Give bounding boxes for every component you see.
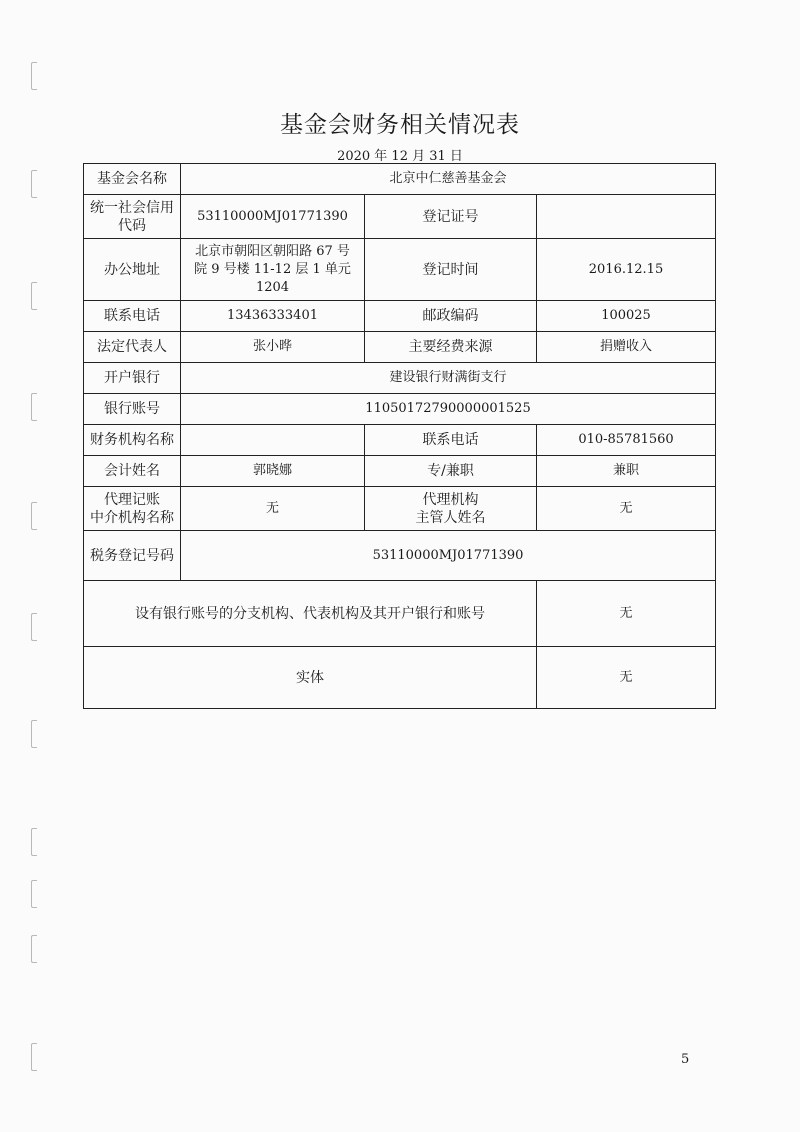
- binder-mark: [31, 393, 37, 421]
- binder-mark: [31, 828, 37, 856]
- page-number: 5: [681, 1052, 690, 1067]
- funding-source-label: 主要经费来源: [365, 332, 537, 363]
- agency-value: 无: [181, 487, 365, 531]
- postal-code-value: 100025: [537, 301, 716, 332]
- branches-label: 设有银行账号的分支机构、代表机构及其开户银行和账号: [84, 581, 537, 647]
- account-label: 银行账号: [84, 394, 181, 425]
- office-address-label: 办公地址: [84, 239, 181, 301]
- phone-label: 联系电话: [84, 301, 181, 332]
- credit-code-label: 统一社会信用 代码: [84, 195, 181, 239]
- table-row: [84, 164, 716, 195]
- employment-label: 专/兼职: [365, 456, 537, 487]
- table-row: [84, 647, 716, 709]
- phone-value: 13436333401: [181, 301, 365, 332]
- registration-cert-label: 登记证号: [365, 195, 537, 239]
- accountant-label: 会计姓名: [84, 456, 181, 487]
- table-row: [84, 363, 716, 394]
- registration-date-value: 2016.12.15: [537, 239, 716, 301]
- funding-source-value: 捐赠收入: [537, 332, 716, 363]
- account-value: 11050172790000001525: [181, 394, 716, 425]
- binder-mark: [31, 170, 37, 198]
- legal-rep-value: 张小晔: [181, 332, 365, 363]
- table-row: [84, 581, 716, 647]
- binder-mark: [31, 880, 37, 908]
- page-title: 基金会财务相关情况表: [280, 112, 520, 138]
- accountant-value: 郭晓娜: [181, 456, 365, 487]
- table-row: [84, 531, 716, 581]
- branches-value: 无: [537, 581, 716, 647]
- entity-value: 无: [537, 647, 716, 709]
- binder-mark: [31, 502, 37, 530]
- table-row: [84, 301, 716, 332]
- tax-reg-label: 税务登记号码: [84, 531, 181, 581]
- binder-mark: [31, 282, 37, 310]
- entity-label: 实体: [84, 647, 537, 709]
- report-date: 2020 年 12 月 31 日: [337, 149, 463, 164]
- legal-rep-label: 法定代表人: [84, 332, 181, 363]
- binder-mark: [31, 720, 37, 748]
- finance-phone-label: 联系电话: [365, 425, 537, 456]
- registration-date-label: 登记时间: [365, 239, 537, 301]
- bank-value: 建设银行财满街支行: [181, 363, 716, 394]
- office-address-value: 北京市朝阳区朝阳路 67 号 院 9 号楼 11-12 层 1 单元 1204: [181, 239, 365, 301]
- table-row: [84, 239, 716, 301]
- table-row: [84, 456, 716, 487]
- agency-label: 代理记账 中介机构名称: [84, 487, 181, 531]
- bank-label: 开户银行: [84, 363, 181, 394]
- table-row: [84, 425, 716, 456]
- table-row: [84, 332, 716, 363]
- finance-org-label: 财务机构名称: [84, 425, 181, 456]
- finance-org-value: [181, 425, 365, 456]
- foundation-name-value: 北京中仁慈善基金会: [181, 164, 716, 195]
- agency-manager-value: 无: [537, 487, 716, 531]
- postal-code-label: 邮政编码: [365, 301, 537, 332]
- tax-reg-value: 53110000MJ01771390: [181, 531, 716, 581]
- binder-mark: [31, 62, 37, 90]
- agency-manager-label: 代理机构 主管人姓名: [365, 487, 537, 531]
- finance-table: [83, 163, 716, 709]
- credit-code-value: 53110000MJ01771390: [181, 195, 365, 239]
- binder-mark: [31, 935, 37, 963]
- binder-mark: [31, 1043, 37, 1071]
- table-row: [84, 487, 716, 531]
- finance-phone-value: 010-85781560: [537, 425, 716, 456]
- employment-value: 兼职: [537, 456, 716, 487]
- table-row: [84, 394, 716, 425]
- registration-cert-value: [537, 195, 716, 239]
- table-row: [84, 195, 716, 239]
- binder-mark: [31, 613, 37, 641]
- foundation-name-label: 基金会名称: [84, 164, 181, 195]
